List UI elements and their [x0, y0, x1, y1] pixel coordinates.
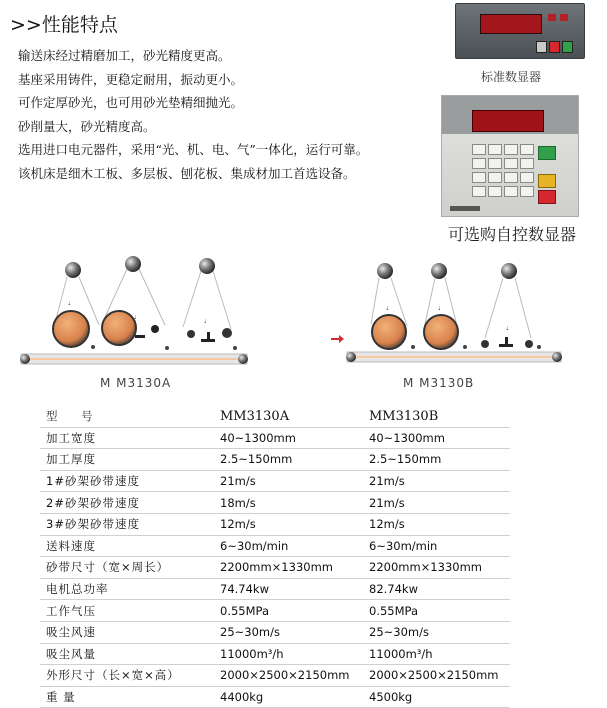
panel-header	[442, 96, 578, 134]
row-value-a: 11000m³/h	[220, 643, 369, 665]
table-row	[40, 686, 510, 708]
feature-item: 输送床经过精磨加工，砂光精度更高。	[18, 48, 231, 63]
row-label: 送料速度	[40, 535, 220, 557]
row-label: 吸尘风速	[40, 621, 220, 643]
table-header-row	[40, 406, 510, 427]
display-screen	[480, 14, 542, 34]
row-value-a: 74.74kw	[220, 578, 369, 600]
row-value-b: 25~30m/s	[369, 621, 510, 643]
panel-key	[504, 172, 518, 183]
panel-badge	[450, 206, 480, 211]
standard-display-image	[455, 3, 585, 59]
svg-text:⇣: ⇣	[385, 306, 390, 312]
feature-item: 选用进口电元器件，采用“光、机、电、气”一体化，运行可靠。	[18, 142, 369, 158]
row-value-b: 21m/s	[369, 470, 510, 492]
table-row	[40, 535, 510, 557]
row-label: 3#砂架砂带速度	[40, 513, 220, 535]
optional-display-caption: 可选购自控数显器	[448, 225, 577, 244]
row-value-b: 2200mm×1330mm	[369, 557, 510, 579]
indicator-light	[548, 14, 556, 21]
header-mm3130a: MM3130A	[220, 406, 369, 427]
display-screen	[472, 110, 544, 132]
feature-list	[18, 44, 368, 186]
row-value-b: 21m/s	[369, 492, 510, 514]
table-row	[40, 427, 510, 449]
panel-key	[549, 41, 560, 53]
machine-b-diagram	[325, 258, 575, 376]
panel-key	[520, 172, 534, 183]
row-label: 吸尘风量	[40, 643, 220, 665]
row-value-b: 2.5~150mm	[369, 449, 510, 471]
row-value-a: 12m/s	[220, 513, 369, 535]
row-value-b: 0.55MPa	[369, 600, 510, 622]
table-row	[40, 449, 510, 471]
feature-item: 基座采用铸件，更稳定耐用，振动更小。	[18, 71, 244, 87]
row-value-b: 6~30m/min	[369, 535, 510, 557]
row-value-a: 2200mm×1330mm	[220, 557, 369, 579]
feature-item: 可作定厚砂光，也可用砂光垫精细抛光。	[18, 95, 244, 111]
table-row	[40, 621, 510, 643]
spec-table	[40, 406, 510, 708]
table-row	[40, 470, 510, 492]
row-label: 1#砂架砂带速度	[40, 470, 220, 492]
machine-a-label: M M3130A	[100, 376, 172, 390]
panel-key	[504, 144, 518, 155]
row-label: 加工厚度	[40, 449, 220, 471]
row-value-a: 21m/s	[220, 470, 369, 492]
row-label: 重 量	[40, 686, 220, 708]
header-model: 型 号	[40, 406, 220, 427]
table-row	[40, 643, 510, 665]
row-label: 加工宽度	[40, 427, 220, 449]
table-row	[40, 578, 510, 600]
panel-key	[472, 172, 486, 183]
row-label: 外形尺寸（长×宽×高）	[40, 665, 220, 687]
panel-key	[472, 158, 486, 169]
feature-item: 该机床是细木工板、多层板、刨花板、集成材加工首选设备。	[18, 165, 356, 181]
optional-display-image	[441, 95, 579, 217]
panel-key	[504, 186, 518, 197]
row-value-b: 40~1300mm	[369, 427, 510, 449]
panel-key	[472, 144, 486, 155]
panel-key	[504, 158, 518, 169]
standard-display-caption: 标准数显器	[481, 70, 542, 84]
panel-key	[488, 158, 502, 169]
feature-item: 砂削量大，砂光精度高。	[18, 118, 156, 134]
machine-a-diagram	[15, 255, 275, 375]
row-label: 工作气压	[40, 600, 220, 622]
panel-key	[520, 186, 534, 197]
svg-text:⇣: ⇣	[133, 315, 138, 321]
row-value-b: 2000×2500×2150mm	[369, 665, 510, 687]
table-row	[40, 513, 510, 535]
panel-key	[520, 158, 534, 169]
svg-text:⇣: ⇣	[505, 326, 510, 332]
panel-key	[488, 172, 502, 183]
panel-key	[562, 41, 573, 53]
row-value-a: 0.55MPa	[220, 600, 369, 622]
stop-key	[538, 190, 556, 204]
function-key	[538, 174, 556, 188]
table-row	[40, 492, 510, 514]
panel-key	[472, 186, 486, 197]
machine-b-label: M M3130B	[403, 376, 475, 390]
indicator-light	[560, 14, 568, 21]
panel-key	[520, 144, 534, 155]
row-value-a: 40~1300mm	[220, 427, 369, 449]
table-row	[40, 600, 510, 622]
section-title: >>性能特点	[10, 14, 118, 36]
row-value-a: 25~30m/s	[220, 621, 369, 643]
header-mm3130b: MM3130B	[369, 406, 510, 427]
row-label: 电机总功率	[40, 578, 220, 600]
row-value-a: 2.5~150mm	[220, 449, 369, 471]
table-row	[40, 557, 510, 579]
row-value-b: 11000m³/h	[369, 643, 510, 665]
row-label: 2#砂架砂带速度	[40, 492, 220, 514]
start-key	[538, 146, 556, 160]
panel-key	[488, 186, 502, 197]
panel-key	[488, 144, 502, 155]
table-row	[40, 665, 510, 687]
row-value-a: 6~30m/min	[220, 535, 369, 557]
row-value-a: 18m/s	[220, 492, 369, 514]
svg-text:⇣: ⇣	[437, 306, 442, 312]
row-value-b: 12m/s	[369, 513, 510, 535]
panel-key	[536, 41, 547, 53]
row-value-a: 4400kg	[220, 686, 369, 708]
svg-text:⇣: ⇣	[67, 301, 72, 307]
row-value-a: 2000×2500×2150mm	[220, 665, 369, 687]
row-value-b: 82.74kw	[369, 578, 510, 600]
row-value-b: 4500kg	[369, 686, 510, 708]
svg-text:⇣: ⇣	[203, 319, 208, 325]
row-label: 砂带尺寸（宽×周长）	[40, 557, 220, 579]
